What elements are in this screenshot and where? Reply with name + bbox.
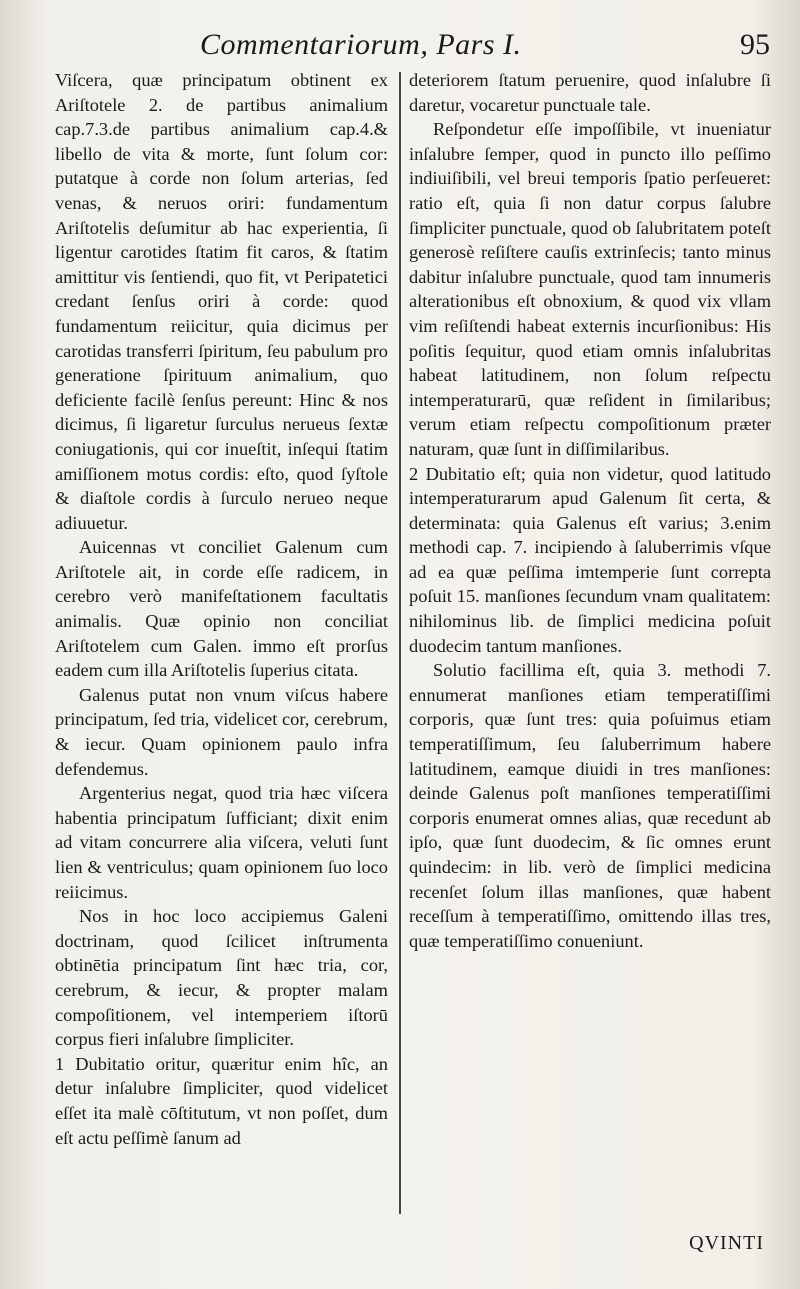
catchword: QVINTI bbox=[689, 1232, 764, 1254]
running-title: Commentariorum, Pars I. bbox=[200, 28, 522, 61]
paragraph: Viſcera, quæ principatum obtinent ex Ariſtotele 2. de partibus animalium cap.7.3.de partibus animalium cap.4.& libello de vita & morte, ſunt ſolum cor: putatque à corde non ſolum arterias, ſed venas, & neruos oriri: fundamentum Ariſtotelis deſumitur ab hac experientia, ſi ligentur carotides ſtatim fit caros, & ſtatim amittitur vis ſentiendi, quo fit, vt Peripatetici credant ſenſus oriri à corde: quod fundamentum reiicitur, quia dicimus per carotidas transferri ſpiritum, ſeu pabulum pro generatione ſpirituum animalium, quo deficiente facilè ſenſus pereunt: Hinc & nos dicimus, ſi ligaretur ſurculus nerueus ſextæ coniugationis, qui cor inueſtit, inſequi ſtatim amiſſionem motus cordis: eſto, quod ſyſtole & diaſtole cordis à ſurculo nerueo neque adiuuetur. bbox=[55, 70, 388, 533]
paragraph: 1 Dubitatio oritur, quæritur enim hîc, an detur inſalubre ſimpliciter, quod videlicet eſſet ita malè cōſtitutum, vt non poſſet, dum eſt actu peſſimè ſanum ad bbox=[55, 1053, 388, 1148]
right-column bbox=[409, 68, 771, 953]
page-number: 95 bbox=[740, 28, 770, 61]
paragraph: Solutio facillima eſt, quia 3. methodi 7. ennumerat manſiones etiam temperatiſſimi corporis, quæ ſunt tres: quia poſuimus etiam temperatiſſimum, ſeu ſaluberrimum habere latitudinem, eamque diuidi in tres manſiones: deinde Galenus poſt manſiones temperatiſſimi corporis enumerat omnes alias, quæ recedunt ab ipſo, quæ ſunt duodecim, & ſic omnes erunt quindecim: in lib. verò de ſimplici medicina recenſet ſolum illas manſiones, quæ habent receſſum à temperatiſſimo, omittendo illas tres, quæ temperatiſſimo conueniunt. bbox=[409, 660, 771, 951]
paragraph: Reſpondetur eſſe impoſſibile, vt inueniatur inſalubre ſemper, quod in puncto illo peſſimo indiuiſibili, vel breui temporis ſpatio perſeueret: ratio eſt, quia ſi non datur corpus ſalubre ſimpliciter punctuale, quod ob ſalubritatem poteſt generosè reſiſtere cauſis extrinſecis; tanto minus dabitur inſalubre punctuale, quod tam innumeris alterationibus eſt obnoxium, & quod vix vllam vim reſiſtendi habeat externis incurſionibus: His poſitis ſequitur, quod etiam omnis inſalubritas habeat latitudinem, non ſolum reſpectu intemperaturarū, quæ reſident in ſimilaribus; verum etiam reſpectu compoſitionum præter naturam, quæ ſunt in diſſimilaribus. bbox=[409, 119, 771, 459]
column-rule bbox=[399, 72, 401, 1214]
paragraph: Galenus putat non vnum viſcus habere principatum, ſed tria, videlicet cor, cerebrum, & iecur. Quam opinionem paulo infra defendemus. bbox=[55, 684, 388, 779]
paragraph: Argenterius negat, quod tria hæc viſcera habentia principatum ſufficiant; dixit enim ad vitam concurrere alia viſcera, veluti ſunt lien & ventriculus; quam opinionem ſuo loco reiicimus. bbox=[55, 783, 388, 902]
paragraph: 2 Dubitatio eſt; quia non videtur, quod latitudo intemperaturarum apud Galenum ſit certa, & determinata: quia Galenus eſt varius; 3.enim methodi cap. 7. incipiendo à ſaluberrimis vſque ad ea quæ peſſima imtemperie ſunt correpta poſuit 15. manſiones ſecundum vnam qualitatem: nihilominus lib. de ſimplici medicina poſuit duodecim tantum manſiones. bbox=[409, 463, 771, 656]
paragraph: Nos in hoc loco accipiemus Galeni doctrinam, quod ſcilicet inſtrumenta obtinētia principatum ſint hæc tria, cor, cerebrum, & iecur, & propter malam compoſitionem, vel intemperiem iſtorū corpus fieri inſalubre ſimpliciter. bbox=[55, 906, 388, 1050]
paragraph: Auicennas vt conciliet Galenum cum Ariſtotele ait, in corde eſſe radicem, in cerebro verò manifeſtationem facultatis animalis. Quæ opinio non conciliat Ariſtotelem cum Galen. immo eſt prorſus eadem cum illa Ariſtotelis ſuperius citata. bbox=[55, 537, 388, 681]
paragraph: deteriorem ſtatum peruenire, quod inſalubre ſi daretur, vocaretur punctuale tale. bbox=[409, 70, 771, 115]
page-header bbox=[200, 28, 780, 68]
left-column bbox=[55, 68, 388, 1150]
